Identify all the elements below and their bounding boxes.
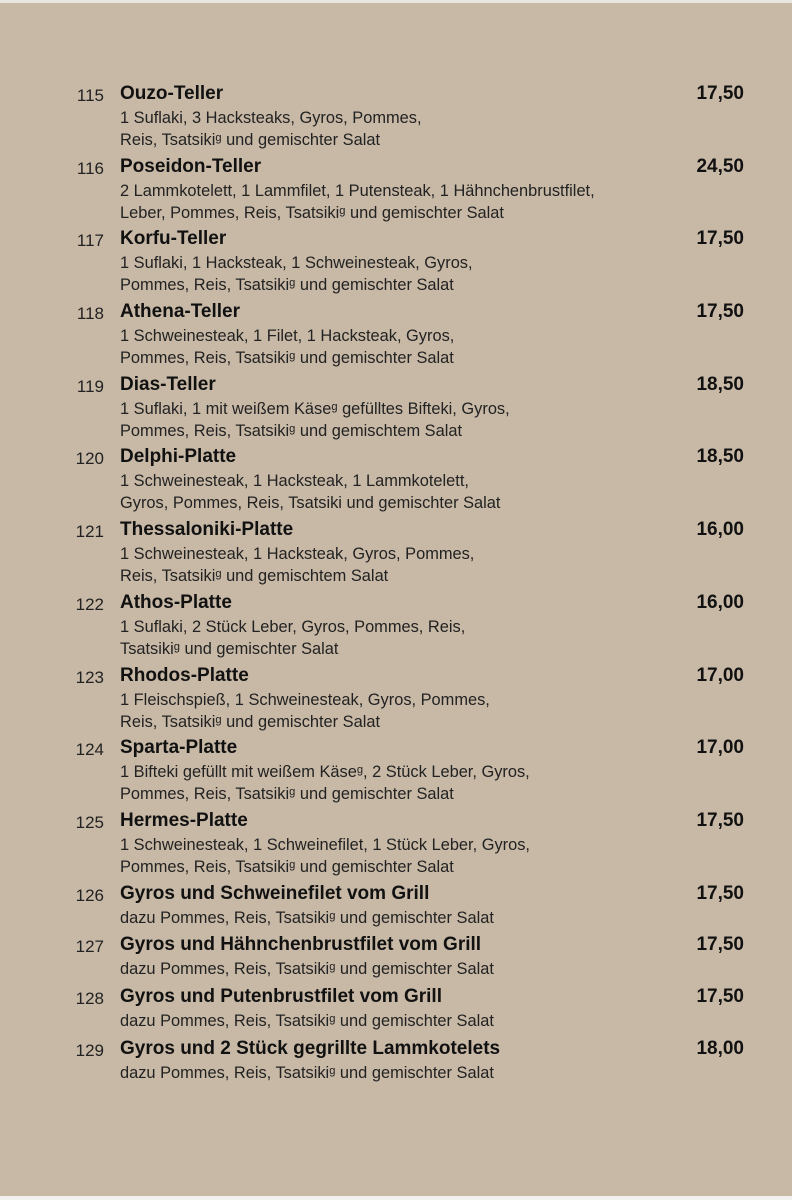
menu-item	[0, 665, 792, 738]
menu-item-number: 115	[76, 86, 104, 105]
menu-item	[0, 301, 792, 374]
menu-item-number: 127	[75, 937, 104, 957]
menu-item-number: 117	[76, 231, 104, 251]
menu-item-description	[120, 834, 530, 878]
menu-item	[0, 986, 792, 1038]
menu-item	[0, 156, 792, 229]
menu-item-description-line: 1 Suflaki, 3 Hacksteaks, Gyros, Pommes,	[120, 109, 422, 127]
menu-item-price: 16,00	[696, 519, 744, 541]
menu-item	[0, 1038, 792, 1090]
menu-item-description	[120, 1010, 494, 1032]
menu-item-description-line: Leber, Pommes, Reis, Tsatsikiᵍ und gemischter Salat	[120, 203, 504, 222]
menu-item-name: Gyros und Schweinefilet vom Grill	[120, 882, 430, 904]
menu-item	[0, 592, 792, 665]
menu-item-description-line: 2 Lammkotelett, 1 Lammfilet, 1 Putensteak, 1 Hähnchenbrustfilet,	[120, 181, 595, 200]
menu-item-price: 18,50	[696, 373, 744, 395]
menu-item-number: 116	[76, 158, 104, 178]
menu-item-description-line: 1 Schweinesteak, 1 Hacksteak, Gyros, Pommes,	[120, 545, 475, 564]
menu-item-description-line: 1 Schweinesteak, 1 Schweinefilet, 1 Stück Leber, Gyros,	[120, 835, 530, 854]
menu-item-price: 17,50	[696, 882, 744, 904]
menu-item-price: 17,50	[696, 985, 744, 1007]
menu-item-number: 125	[75, 812, 104, 832]
menu-item-description	[120, 107, 422, 151]
menu-item-description	[120, 1062, 494, 1084]
menu-item-name: Ouzo-Teller	[120, 83, 224, 104]
menu-item-description-line: dazu Pommes, Reis, Tsatsikiᵍ und gemischter Salat	[120, 1011, 494, 1030]
menu-item-description	[120, 398, 510, 442]
menu-item	[0, 810, 792, 883]
menu-item-description	[120, 689, 490, 733]
menu-item-name: Sparta-Platte	[120, 737, 238, 759]
menu-item-number: 121	[75, 522, 104, 542]
menu-item-description	[120, 761, 530, 805]
menu-item-description-line: Pommes, Reis, Tsatsikiᵍ und gemischter Salat	[120, 785, 454, 804]
menu-item-price: 24,50	[696, 155, 744, 177]
menu-item-name: Poseidon-Teller	[120, 155, 262, 177]
menu-item-description-line: 1 Suflaki, 1 mit weißem Käseᵍ gefülltes Bifteki, Gyros,	[120, 399, 510, 418]
menu-item-price: 17,50	[696, 301, 744, 323]
menu-item-name: Delphi-Platte	[120, 446, 237, 468]
menu-item-price: 17,50	[696, 934, 744, 956]
menu-item-number: 128	[75, 988, 104, 1008]
menu-item-number: 120	[75, 449, 104, 469]
menu-item-description-line: Pommes, Reis, Tsatsikiᵍ und gemischter Salat	[120, 276, 454, 295]
menu-item-name: Rhodos-Platte	[120, 664, 249, 686]
menu-item-description	[120, 958, 494, 980]
menu-item	[0, 519, 792, 592]
menu-item-name: Korfu-Teller	[120, 228, 227, 250]
menu-item-price: 17,50	[696, 228, 744, 250]
menu-item-name: Gyros und Hähnchenbrustfilet vom Grill	[120, 934, 482, 956]
menu-item-number: 122	[75, 594, 104, 614]
menu-item-price: 16,00	[696, 591, 744, 613]
menu-item-description-line: Gyros, Pommes, Reis, Tsatsiki und gemischter Salat	[120, 494, 501, 513]
menu-item-description-line: dazu Pommes, Reis, Tsatsikiᵍ und gemischter Salat	[120, 960, 494, 979]
menu-item-description-line: Pommes, Reis, Tsatsikiᵍ und gemischter Salat	[120, 349, 454, 368]
menu-item-price: 18,00	[696, 1037, 744, 1059]
menu-item-description-line: dazu Pommes, Reis, Tsatsikiᵍ und gemischter Salat	[120, 1063, 494, 1082]
menu-item-name: Thessaloniki-Platte	[120, 519, 294, 541]
menu-item	[0, 934, 792, 986]
menu-item-price: 17,00	[696, 664, 744, 686]
menu-item	[0, 83, 792, 156]
menu-item-description	[120, 252, 473, 296]
menu-item-description-line: 1 Fleischspieß, 1 Schweinesteak, Gyros, Pommes,	[120, 690, 490, 709]
menu-item-description-line: dazu Pommes, Reis, Tsatsikiᵍ und gemischter Salat	[120, 908, 494, 927]
menu-item-name: Athos-Platte	[120, 591, 232, 613]
menu-item-description-line: Reis, Tsatsikiᵍ und gemischtem Salat	[120, 567, 389, 586]
menu-item-description	[120, 470, 500, 514]
menu-item-name: Hermes-Platte	[120, 809, 248, 831]
menu-item-number: 119	[76, 376, 104, 396]
menu-item-price: 17,00	[696, 737, 744, 759]
menu-item-name: Dias-Teller	[120, 373, 216, 395]
menu-item-description	[120, 180, 595, 224]
menu-item-description-line: 1 Suflaki, 2 Stück Leber, Gyros, Pommes, Reis,	[120, 617, 466, 636]
menu-item-price: 17,50	[696, 809, 744, 831]
menu-item-name: Athena-Teller	[120, 301, 241, 323]
menu-item-description-line: Reis, Tsatsikiᵍ und gemischter Salat	[120, 712, 381, 731]
menu-item-description	[120, 325, 454, 369]
menu-item-number: 129	[75, 1040, 104, 1060]
menu-item	[0, 446, 792, 519]
menu-list	[0, 83, 792, 1089]
menu-item-name: Gyros und Putenbrustfilet vom Grill	[120, 985, 442, 1007]
menu-item-number: 123	[75, 667, 104, 687]
menu-item-description-line: Pommes, Reis, Tsatsikiᵍ und gemischter Salat	[120, 857, 454, 876]
menu-item-description-line: 1 Suflaki, 1 Hacksteak, 1 Schweinesteak, Gyros,	[120, 254, 473, 273]
menu-item-number: 126	[75, 885, 104, 905]
menu-item	[0, 228, 792, 301]
menu-item-description-line: 1 Schweinesteak, 1 Filet, 1 Hacksteak, Gyros,	[120, 327, 455, 346]
menu-item	[0, 374, 792, 447]
menu-item-description-line: Reis, Tsatsikiᵍ und gemischter Salat	[120, 131, 381, 149]
menu-item-number: 124	[75, 740, 104, 760]
menu-item	[0, 883, 792, 935]
menu-item-name: Gyros und 2 Stück gegrillte Lammkotelets	[120, 1037, 501, 1059]
menu-item-description-line: Tsatsikiᵍ und gemischter Salat	[120, 639, 339, 658]
menu-item-description-line: 1 Schweinesteak, 1 Hacksteak, 1 Lammkotelett,	[120, 472, 469, 491]
menu-item-description	[120, 907, 494, 929]
menu-item-description	[120, 543, 474, 587]
menu-item-price: 17,50	[696, 83, 744, 104]
menu-item-price: 18,50	[696, 446, 744, 468]
menu-item	[0, 737, 792, 810]
menu-item-description-line: Pommes, Reis, Tsatsikiᵍ und gemischtem Salat	[120, 421, 463, 440]
menu-item-description-line: 1 Bifteki gefüllt mit weißem Käseᵍ, 2 Stück Leber, Gyros,	[120, 763, 530, 782]
menu-item-number: 118	[76, 304, 104, 324]
menu-item-description	[120, 616, 465, 660]
